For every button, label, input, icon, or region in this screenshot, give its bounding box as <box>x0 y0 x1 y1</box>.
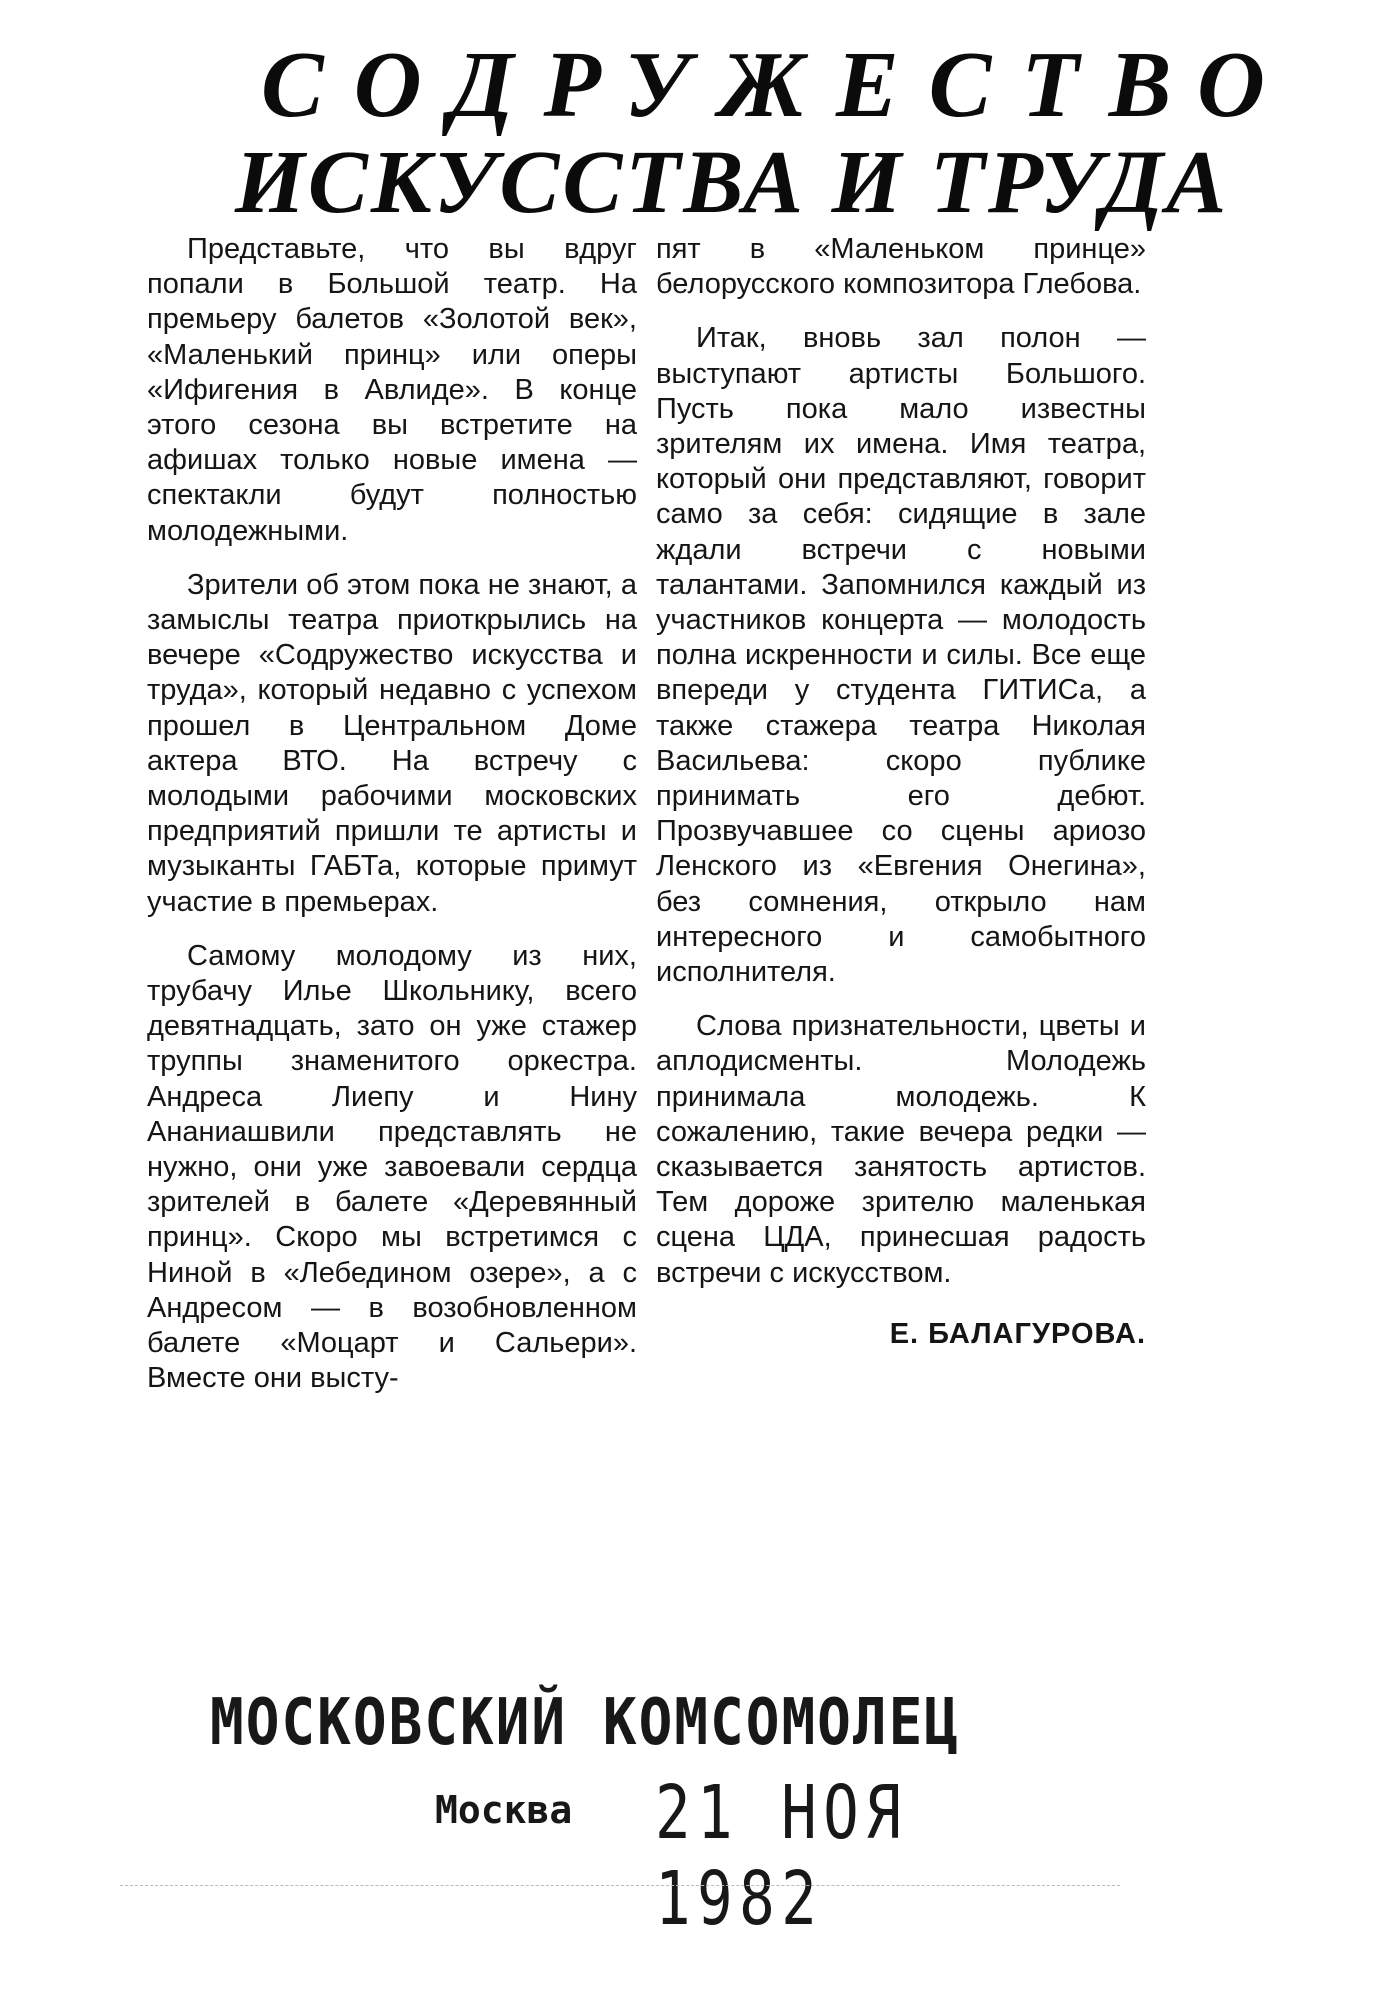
left-column <box>147 232 637 1416</box>
paragraph: Слова признательности, цветы и аплодисменты. Молодежь принимала молодежь. К сожалению, такие вечера редки — сказывается занятость артистов. Тем дороже зрителю маленькая сцена ЦДА, принесшая радость встречи с искусством. <box>656 1010 1146 1289</box>
right-column <box>656 232 1146 1352</box>
paragraph-continuation: пят в «Маленьком принце» белорусского композитора Глебова. <box>656 233 1146 301</box>
stamp-city: Москва <box>435 1788 573 1832</box>
title-line-1: СОДРУЖЕСТВО <box>261 33 1295 137</box>
title-line-2: ИСКУССТВА И ТРУДА <box>234 133 1230 232</box>
stamp-date: 21 НОЯ 1982 <box>655 1770 908 1942</box>
author-signature: Е. БАЛАГУРОВА. <box>889 1317 1146 1350</box>
paragraph: Зрители об этом пока не знают, а замыслы театра приоткрылись на вечере «Содружество искусства и труда», который недавно с успехом прошел в Центральном Доме актера ВТО. На встречу с молодыми рабочими московских предприятий пришли те артисты и музыканты ГАБТа, которые примут участие в премьерах. <box>147 568 637 918</box>
cut-line <box>120 1885 1120 1886</box>
paragraph: Самому молодому из них, трубачу Илье Школьнику, всего девятнадцать, зато он уже стажер труппы знаменитого оркестра. Андреса Лиепу и Нину Ананиашвили представлять не нужно, они уже завоевали сердца зрителей в балете «Деревянный принц». Скоро мы встретимся с Ниной в «Лебедином озере», а с Андресом — в возобновленном балете «Моцарт и Сальери». Вместе они высту- <box>147 939 637 1395</box>
paragraph: Представьте, что вы вдруг попали в Большой театр. На премьеру балетов «Золотой век», «Маленький принц» или оперы «Ифигения в Авлиде». В конце этого сезона вы встретите на афишах только новые имена — спектакли будут полностью молодежными. <box>147 233 637 547</box>
paragraph: Итак, вновь зал полон — выступают артисты Большого. Пусть пока мало известны зрителям их имена. Имя театра, который они представляют, говорит само за себя: сидящие в зале ждали встречи с новыми талантами. Запомнился каждый из участников концерта — молодость полна искренности и силы. Все еще впереди у студента ГИТИСа, а также стажера театра Николая Васильева: скоро публике принимать его дебют. Прозвучавшее со сцены ариозо Ленского из «Евгения Онегина», без сомнения, открыло нам интересного и самобытного исполнителя. <box>656 322 1146 989</box>
stamp-newspaper-name: МОСКОВСКИЙ КОМСОМОЛЕЦ <box>210 1685 961 1760</box>
newspaper-stamp <box>210 1685 1090 1942</box>
